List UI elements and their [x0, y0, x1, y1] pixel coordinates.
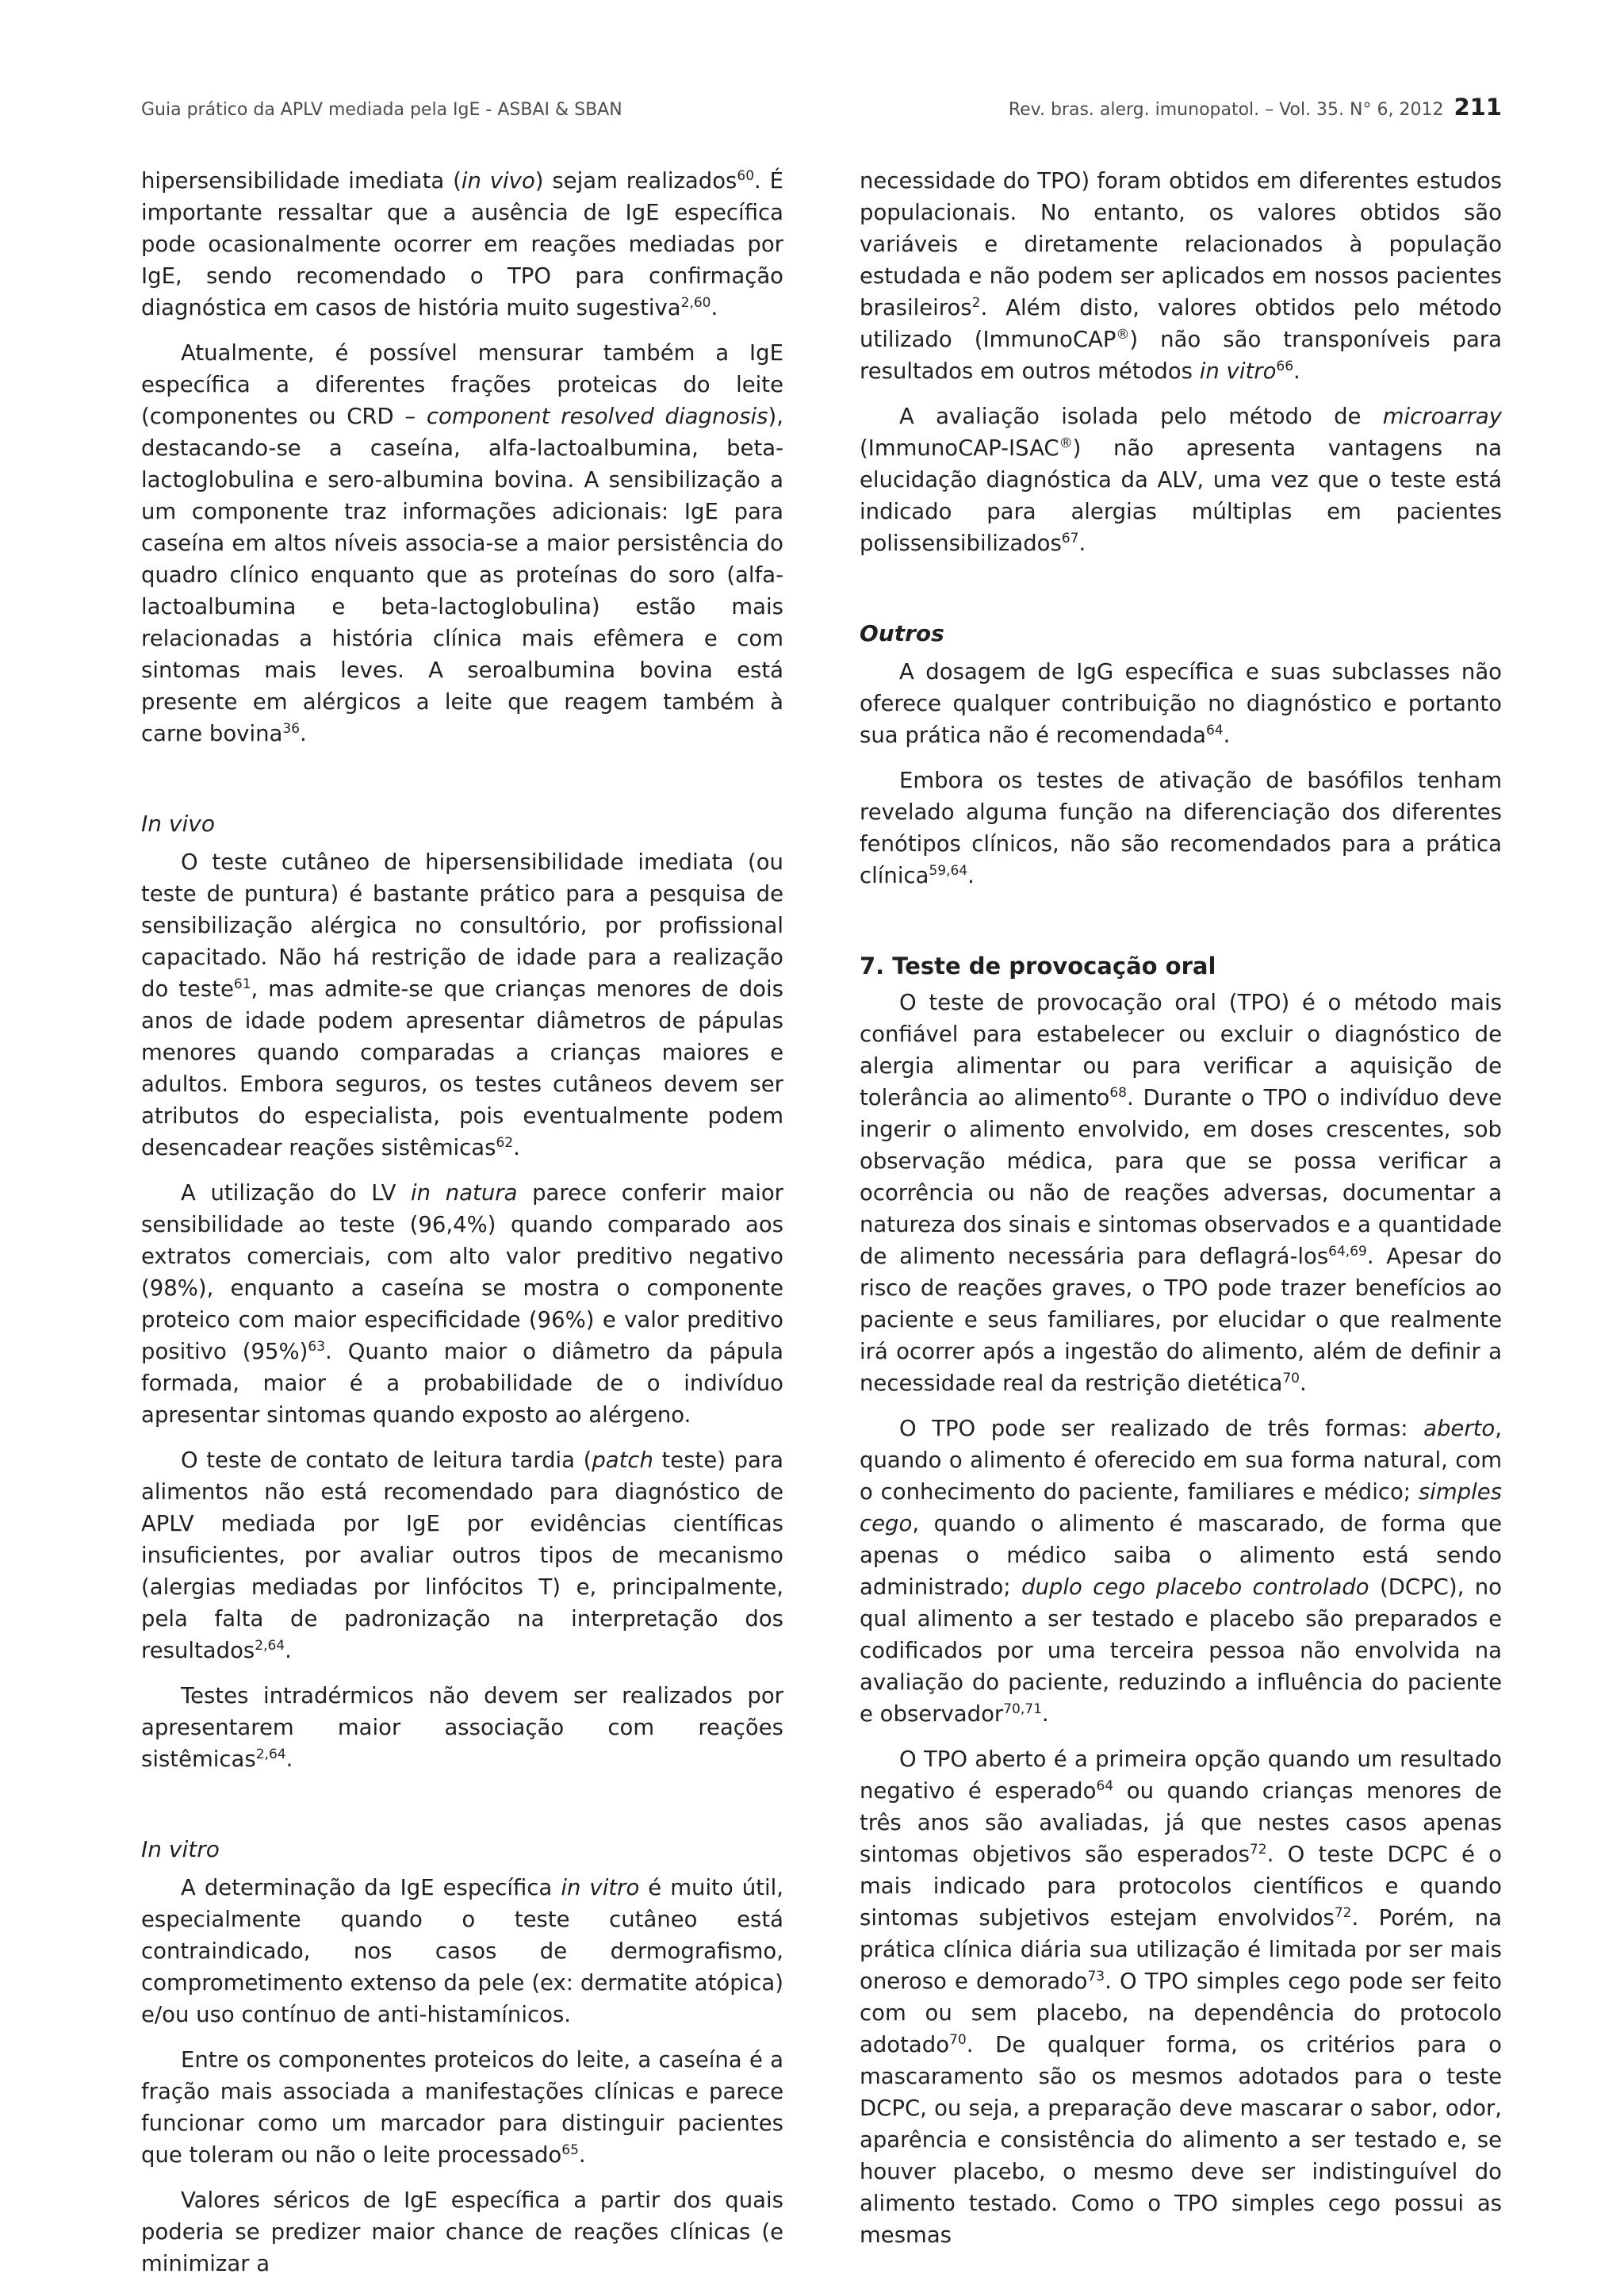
- header-citation: Rev. bras. alerg. imunopatol. – Vol. 35. N° 6, 2012: [1008, 100, 1444, 120]
- paragraph: A avaliação isolada pelo método de microarray (ImmunoCAP-ISAC®) não apresenta vantagens na elucidação diagnóstica da ALV, uma vez que o teste está indicado para alergias múltiplas em pacientes polissensibilizados$^{67}$.: [860, 404, 1502, 556]
- paragraph: Valores séricos de IgE específica a partir dos quais poderia se predizer maior chance de reações clínicas (e minimizar a: [141, 2188, 783, 2276]
- section-heading-teste-provocacao-oral: 7. Teste de provocação oral: [860, 953, 1216, 980]
- left-column: [141, 165, 783, 2293]
- paragraph: A determinação da IgE específica in vitro é muito útil, especialmente quando o teste cutâneo está contraindicado, nos casos de dermografismo, comprometimento extenso da pele (ex: dermatite atópica) e/ou uso contínuo de anti-histamínicos.: [141, 1875, 783, 2027]
- subsection-heading-in-vivo: In vivo: [141, 811, 215, 837]
- paragraph: Testes intradérmicos não devem ser realizados por apresentarem maior associação com reações sistêmicas$^{2,64}$.: [141, 1683, 783, 1772]
- subsection-heading-in-vitro: In vitro: [141, 1836, 220, 1862]
- paragraph: O teste de provocação oral (TPO) é o método mais confiável para estabelecer ou excluir o diagnóstico de alergia alimentar ou para verificar a aquisição de tolerância ao alimento$^{68}$. Durante o TPO o indivíduo deve ingerir o alimento envolvido, em doses crescentes, sob observação médica, para que se possa verificar a ocorrência ou não de reações adversas, documentar a natureza dos sinais e sintomas observados e a quantidade de alimento necessária para deflagrá-los$^{64,69}$. Apesar do risco de reações graves, o TPO pode trazer benefícios ao paciente e seus familiares, por elucidar o que realmente irá ocorrer após a ingestão do alimento, além de definir a necessidade real da restrição dietética$^{70}$.: [860, 990, 1502, 1396]
- header-journal: [1009, 94, 1502, 121]
- paragraph: necessidade do TPO) foram obtidos em diferentes estudos populacionais. No entanto, os valores obtidos são variáveis e diretamente relacionados à população estudada e não podem ser aplicados em nossos pacientes brasileiros$^2$. Além disto, valores obtidos pelo método utilizado (ImmunoCAP®) não são transponíveis para resultados em outros métodos in vitro$^{66}$.: [860, 168, 1503, 384]
- header-title: Guia prático da APLV mediada pela IgE - ASBAI & SBAN: [141, 100, 622, 120]
- paragraph: O teste cutâneo de hipersensibilidade imediata (ou teste de puntura) é bastante prático para a pesquisa de sensibilização alérgica no consultório, por profissional capacitado. Não há restrição de idade para a realização do teste$^{61}$, mas admite-se que crianças menores de dois anos de idade podem apresentar diâmetros de pápulas menores quando comparadas a crianças maiores e adultos. Embora seguros, os testes cutâneos devem ser atributos do especialista, pois eventualmente podem desencadear reações sistêmicas$^{62}$.: [141, 849, 783, 1160]
- paragraph: hipersensibilidade imediata (in vivo) sejam realizados$^{60}$. É importante ressaltar que a ausência de IgE específica pode ocasionalmente ocorrer em reações mediadas por IgE, sendo recomendado o TPO para confirmação diagnóstica em casos de história muito sugestiva$^{2,60}$.: [141, 167, 784, 320]
- right-column: [860, 165, 1502, 2264]
- paragraph: O TPO pode ser realizado de três formas: aberto, quando o alimento é oferecido em sua forma natural, com o conhecimento do paciente, familiares e médico; simples cego, quando o alimento é mascarado, de forma que apenas o médico saiba o alimento está sendo administrado; duplo cego placebo controlado (DCPC), no qual alimento a ser testado e placebo são preparados e codificados por uma terceira pessoa não envolvida na avaliação do paciente, reduzindo a influência do paciente e observador$^{70,71}$.: [860, 1416, 1502, 1727]
- paragraph: O TPO aberto é a primeira opção quando um resultado negativo é esperado$^{64}$ ou quando crianças menores de três anos são avaliadas, já que nestes casos apenas sintomas objetivos são esperados$^{72}$. O teste DCPC é o mais indicado para protocolos científicos e quando sintomas subjetivos estejam envolvidos$^{72}$. Porém, na prática clínica diária sua utilização é limitada por ser mais oneroso e demorado$^{73}$. O TPO simples cego pode ser feito com ou sem placebo, na dependência do protocolo adotado$^{70}$. De qualquer forma, os critérios para o mascaramento são os mesmos adotados para o teste DCPC, ou seja, a preparação deve mascarar o sabor, odor, aparência e consistência do alimento a ser testado e, se houver placebo, o mesmo deve ser indistinguível do alimento testado. Como o TPO simples cego possui as mesmas: [860, 1747, 1503, 2248]
- paragraph: Atualmente, é possível mensurar também a IgE específica a diferentes frações proteicas do leite (componentes ou CRD – component resolved diagnosis), destacando-se a caseína, alfa-lactoalbumina, beta-lactoglobulina e sero-albumina bovina. A sensibilização a um componente traz informações adicionais: IgE para caseína em altos níveis associa-se a maior persistência do quadro clínico enquanto que as proteínas do soro (alfa-lactoalbumina e beta-lactoglobulina) estão mais relacionadas a história clínica mais efêmera e com sintomas mais leves. A seroalbumina bovina está presente em alérgicos a leite que reagem também à carne bovina$^{36}$.: [141, 340, 783, 746]
- subsection-heading-outros: Outros: [860, 620, 944, 646]
- running-header: [141, 94, 1502, 132]
- paragraph: A dosagem de IgG específica e suas subclasses não oferece qualquer contribuição no diagnóstico e portanto sua prática não é recomendada$^{64}$.: [860, 659, 1502, 748]
- page-number: 211: [1454, 94, 1502, 121]
- paragraph: A utilização do LV in natura parece conferir maior sensibilidade ao teste (96,4%) quando comparado aos extratos comerciais, com alto valor preditivo negativo (98%), enquanto a caseína se mostra o componente proteico com maior especificidade (96%) e valor preditivo positivo $(95\%)^{63}$. Quanto maior o diâmetro da pápula formada, maior é a probabilidade de o indivíduo apresentar sintomas quando exposto ao alérgeno.: [141, 1180, 783, 1428]
- paragraph: O teste de contato de leitura tardia (patch teste) para alimentos não está recomendado para diagnóstico de APLV mediada por IgE por evidências científicas insuficientes, por avaliar outros tipos de mecanismo (alergias mediadas por linfócitos T) e, principalmente, pela falta de padronização na interpretação dos resultados$^{2,64}$.: [141, 1448, 783, 1663]
- paragraph: Embora os testes de ativação de basófilos tenham revelado alguma função na diferenciação dos diferentes fenótipos clínicos, não são recomendados para a prática clínica$^{59,64}$.: [860, 768, 1502, 888]
- paragraph: Entre os componentes proteicos do leite, a caseína é a fração mais associada a manifestações clínicas e parece funcionar como um marcador para distinguir pacientes que toleram ou não o leite processado$^{65}$.: [141, 2047, 783, 2168]
